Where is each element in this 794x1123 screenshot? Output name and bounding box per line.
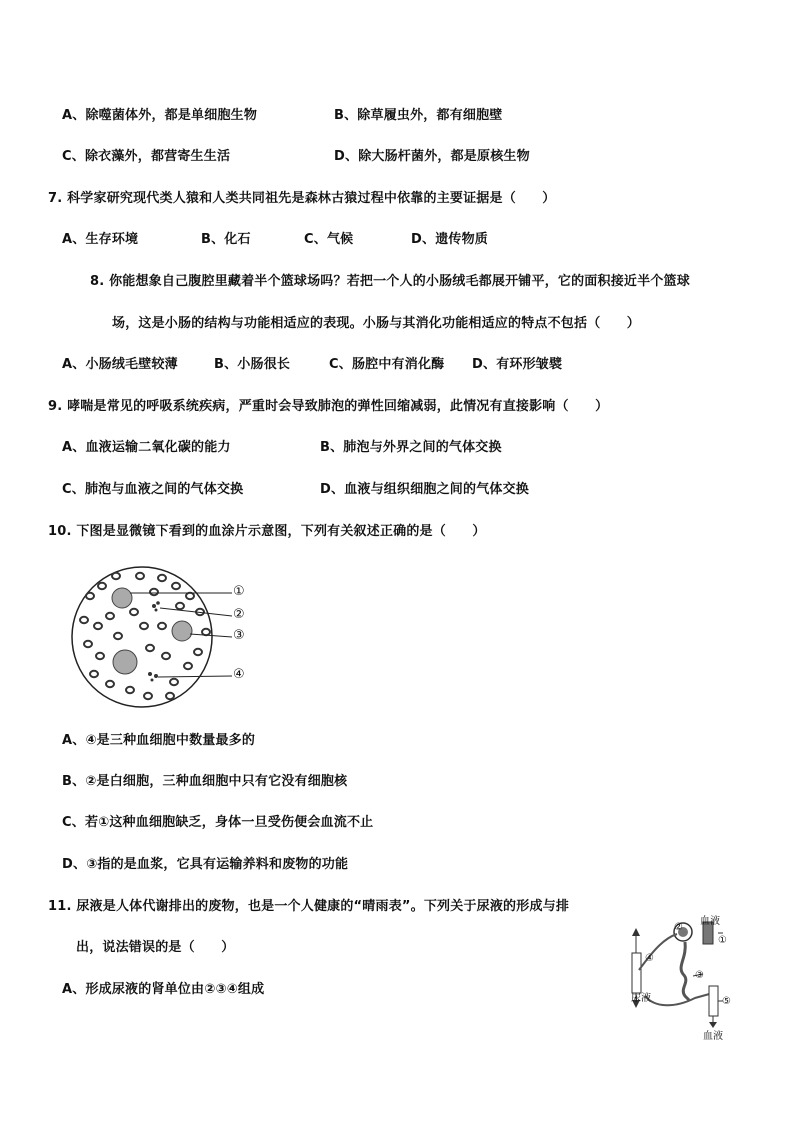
red-blood-cell — [166, 693, 174, 699]
red-blood-cell — [106, 681, 114, 687]
q10-label-2: ② — [233, 607, 245, 622]
red-blood-cell — [130, 609, 138, 615]
red-blood-cell — [98, 583, 106, 589]
red-blood-cell — [126, 687, 134, 693]
q11-stem-line2: 出，说法错误的是（ ） — [76, 940, 235, 955]
red-blood-cell — [90, 671, 98, 677]
red-blood-cell — [184, 663, 192, 669]
red-blood-cell — [176, 603, 184, 609]
q6-option-c: C、除衣藻外，都营寄生生活 — [62, 149, 231, 164]
red-blood-cell — [194, 649, 202, 655]
q11-stem-line1: 11. 尿液是人体代谢排出的废物，也是一个人健康的“晴雨表”。下列关于尿液的形成与排 — [48, 899, 570, 914]
q7-stem: 7. 科学家研究现代类人猿和人类共同祖先是森林古猿过程中依靠的主要证据是（ ） — [48, 191, 556, 206]
q7-option-c: C、气候 — [304, 232, 354, 247]
red-blood-cell — [86, 593, 94, 599]
q7-option-d: D、遗传物质 — [411, 232, 488, 247]
q10-option-c: C、若①这种血细胞缺乏，身体一旦受伤便会血流不止 — [62, 815, 374, 830]
q7-option-b: B、化石 — [201, 232, 251, 247]
red-blood-cell — [106, 613, 114, 619]
red-blood-cell — [172, 583, 180, 589]
q9-stem: 9. 哮喘是常见的呼吸系统疾病，严重时会导致肺泡的弹性回缩减弱，此情况有直接影响（ ） — [48, 399, 609, 414]
q9-option-b: B、肺泡与外界之间的气体交换 — [320, 440, 502, 455]
red-blood-cell — [158, 575, 166, 581]
red-blood-cell — [80, 617, 88, 623]
red-blood-cell — [170, 679, 178, 685]
q11-label-1: ① — [718, 935, 727, 946]
red-blood-cell — [162, 653, 170, 659]
q9-option-c: C、肺泡与血液之间的气体交换 — [62, 482, 244, 497]
nephron-figure — [625, 908, 745, 1038]
red-blood-cell — [96, 653, 104, 659]
q10-stem: 10. 下图是显微镜下看到的血涂片示意图，下列有关叙述正确的是（ ） — [48, 524, 486, 539]
q11-label-5: ⑤ — [722, 996, 731, 1007]
red-blood-cell — [202, 629, 210, 635]
q7-option-a: A、生存环境 — [62, 232, 139, 247]
q9-option-d: D、血液与组织细胞之间的气体交换 — [320, 482, 529, 497]
q10-option-b: B、②是白细胞，三种血细胞中只有它没有细胞核 — [62, 774, 348, 789]
q6-option-a: A、除噬菌体外，都是单细胞生物 — [62, 108, 258, 123]
red-blood-cell — [136, 573, 144, 579]
q6-option-b: B、除草履虫外，都有细胞壁 — [334, 108, 503, 123]
red-blood-cell — [140, 623, 148, 629]
q11-label-2: ② — [674, 922, 683, 933]
q11-label-4: ④ — [645, 953, 654, 964]
q11-label-blood-out: 血液 — [703, 1031, 723, 1042]
q10-option-a: A、④是三种血细胞中数量最多的 — [62, 733, 256, 748]
q10-label-4: ④ — [233, 667, 245, 682]
q11-label-urine: 尿液 — [631, 993, 651, 1004]
q6-option-d: D、除大肠杆菌外，都是原核生物 — [334, 149, 530, 164]
q11-option-a: A、形成尿液的肾单位由②③④组成 — [62, 982, 265, 997]
red-blood-cell — [158, 623, 166, 629]
q11-label-3: ③ — [695, 970, 704, 981]
q8-option-c: C、肠腔中有消化酶 — [329, 357, 445, 372]
red-blood-cell — [114, 633, 122, 639]
q8-stem-line1: 8. 你能想象自己腹腔里藏着半个篮球场吗？若把一个人的小肠绒毛都展开铺平，它的面积接近半个篮球 — [90, 274, 690, 289]
q8-stem-line2: 场，这是小肠的结构与功能相适应的表现。小肠与其消化功能相适应的特点不包括（ ） — [112, 316, 641, 331]
red-blood-cell — [144, 693, 152, 699]
q9-option-a: A、血液运输二氧化碳的能力 — [62, 440, 231, 455]
red-blood-cell — [186, 593, 194, 599]
red-blood-cell — [112, 573, 120, 579]
q10-label-3: ③ — [233, 628, 245, 643]
q8-option-d: D、有环形皱襞 — [472, 357, 563, 372]
q10-option-d: D、③指的是血浆，它具有运输养料和废物的功能 — [62, 857, 349, 872]
q8-option-b: B、小肠很长 — [214, 357, 291, 372]
red-blood-cell — [146, 645, 154, 651]
q10-label-1: ① — [233, 584, 245, 599]
q8-option-a: A、小肠绒毛壁较薄 — [62, 357, 178, 372]
red-blood-cell — [150, 589, 158, 595]
red-blood-cell — [94, 623, 102, 629]
red-blood-cell — [84, 641, 92, 647]
q11-label-blood-in: 血液 — [700, 916, 720, 927]
